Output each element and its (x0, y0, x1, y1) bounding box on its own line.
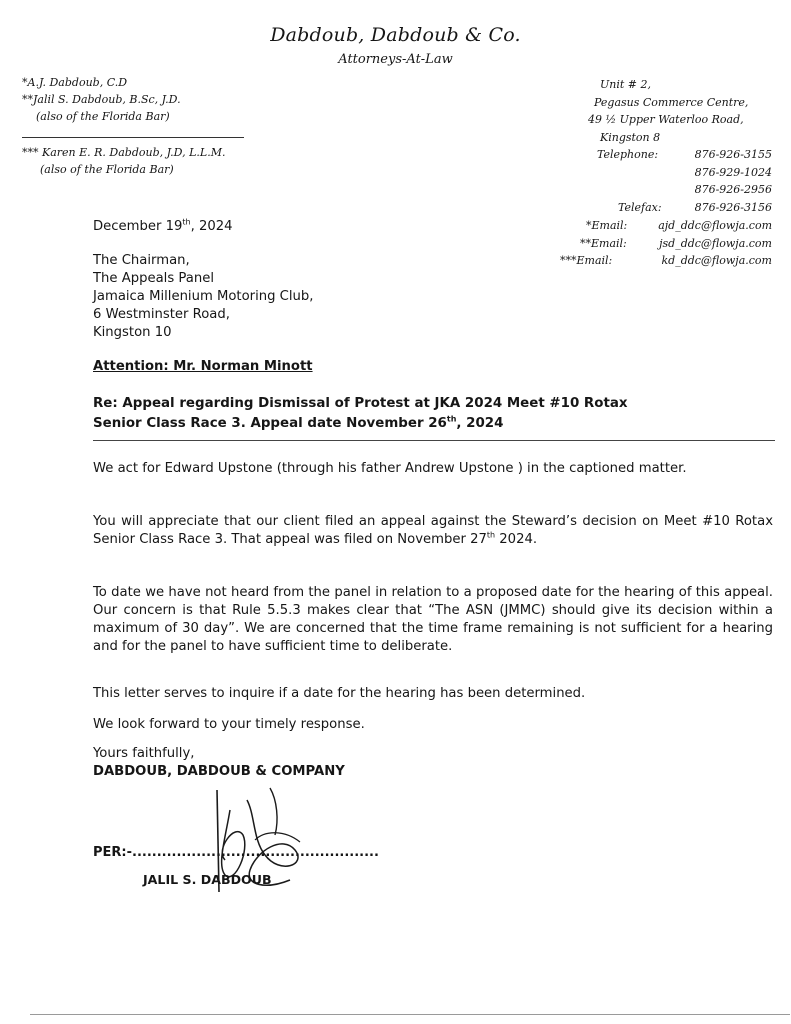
recipient-line: Jamaica Millenium Motoring Club, (93, 289, 314, 304)
subject-line (93, 394, 775, 434)
recipient-line: Kingston 10 (93, 325, 172, 340)
subject-line-1: Re: Appeal regarding Dismissal of Protest at JKA 2024 Meet #10 Rotax (93, 396, 628, 411)
telephone-number: 876-926-3155 (694, 148, 772, 161)
partner-3-note: (also of the Florida Bar) (40, 163, 174, 176)
email-label: **Email: (580, 236, 627, 250)
paragraph-2-year: 2024. (495, 532, 538, 547)
subject-line-2 (93, 414, 775, 434)
letterhead-subtitle: Attorneys-At-Law (338, 52, 453, 67)
date-year: , 2024 (190, 219, 233, 234)
letter-date (93, 218, 773, 236)
firm-address (588, 76, 780, 146)
partner-1: *A.J. Dabdoub, C.D (22, 76, 128, 89)
recipient-line: 6 Westminster Road, (93, 307, 230, 322)
address-line: Kingston 8 (600, 130, 661, 144)
email-address: kd_ddc@flowja.com (661, 254, 772, 268)
telephone-number: 876-926-2956 (694, 183, 772, 197)
paragraph-1: We act for Edward Upstone (through his father Andrew Upstone ) in the captioned matter. (93, 461, 687, 476)
telephone-number: 876-929-1024 (694, 165, 772, 179)
subject-text: Senior Class Race 3. Appeal date November 26 (93, 416, 447, 431)
address-line: Pegasus Commerce Centre, (594, 95, 749, 109)
page-bottom-rule (30, 1014, 790, 1015)
partner-2: **Jalil S. Dabdoub, B.Sc, J.D. (22, 93, 181, 106)
date-text: December 19 (93, 219, 183, 234)
partners-list (22, 74, 262, 125)
partners-divider (22, 137, 244, 138)
subject-ordinal: th (446, 414, 457, 424)
telephone-label: Telephone: (597, 148, 659, 161)
closing-block (93, 745, 773, 781)
paragraph-2 (93, 513, 773, 549)
closing-firm-name: DABDOUB, DABDOUB & COMPANY (93, 764, 345, 779)
attention-line: Attention: Mr. Norman Minott (93, 359, 313, 374)
email-label: ***Email: (560, 254, 613, 268)
email-row (560, 235, 772, 253)
date-ordinal: th (182, 217, 191, 227)
paragraph-3: To date we have not heard from the panel in relation to a proposed date for the hearing of this appeal. Our concern is that Rule 5.5.3 makes clear that “The ASN (JMMC) should give its decision within a maximum of 30 day”. We are concerned that the time frame remaining is not sufficient for a hearing and for the panel to have sufficient time to deliberate. (93, 585, 773, 654)
email-address: ajd_ddc@flowja.com (658, 218, 772, 232)
subject-year: , 2024 (456, 416, 504, 431)
partner-3-block (22, 144, 225, 178)
recipient-line: The Chairman, (93, 253, 190, 268)
telephone-row (560, 146, 772, 164)
address-line: Unit # 2, (600, 78, 651, 91)
telephone-row (560, 181, 772, 199)
paragraph-2-ordinal: th (486, 530, 496, 540)
paragraph-4: This letter serves to inquire if a date for the hearing has been determined. (93, 686, 586, 701)
telephone-row (560, 164, 772, 182)
per-signature-line: PER:-.................................................. (93, 845, 379, 860)
partner-3: *** Karen E. R. Dabdoub, J.D, L.L.M. (22, 146, 226, 159)
recipient-address (93, 252, 773, 342)
signer-name: JALIL S. DABDOUB (143, 872, 272, 887)
telefax-row (560, 199, 772, 217)
partner-2-note: (also of the Florida Bar) (36, 110, 170, 123)
email-label: *Email: (586, 218, 628, 232)
paragraph-2-text: You will appreciate that our client filed an appeal against the Steward’s decision on Meet #10 Rotax Senior Class Race 3. That appeal was filed on November 27 (93, 514, 773, 547)
email-address: jsd_ddc@flowja.com (659, 236, 772, 250)
recipient-line: The Appeals Panel (93, 271, 214, 286)
paragraph-5: We look forward to your timely response. (93, 717, 365, 732)
closing-salutation: Yours faithfully, (93, 746, 195, 761)
letterhead-firm-name: Dabdoub, Dabdoub & Co. (270, 24, 521, 46)
subject-divider (93, 440, 775, 441)
telefax-label: Telefax: (618, 201, 662, 215)
address-line: 49 ½ Upper Waterloo Road, (588, 113, 744, 126)
telefax-number: 876-926-3156 (694, 201, 772, 215)
